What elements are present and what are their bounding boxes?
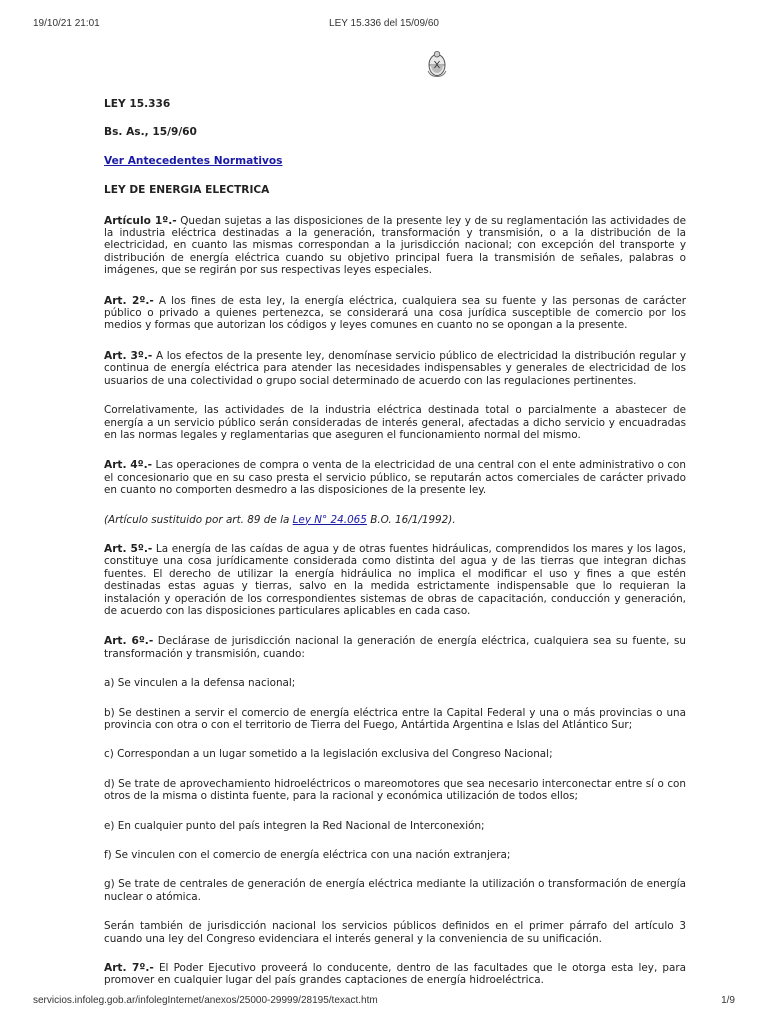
argentina-coat-of-arms-icon [426, 50, 448, 78]
article-3-paragraph-2: Correlativamente, las actividades de la industria eléctrica destinada total o parcialmente a abastecer de energía a un servicio público serán consideradas de interés general, afectadas a dicho servicio y encuadradas en las normas legales y reglamentarias que aseguren el funcionamiento normal del mismo. [104, 404, 686, 441]
law-number: LEY 15.336 [104, 98, 171, 110]
article-6-item-b: b) Se destinen a servir el comercio de energía eléctrica entre la Capital Federal y una o más provincias o una provincia con otra o con el territorio de Tierra del Fuego, Antártida Argentina e Islas del Atlántico Sur; [104, 706, 686, 731]
print-page-number: 1/9 [721, 995, 735, 1006]
print-datetime: 19/10/21 21:01 [33, 18, 100, 29]
article-6-item-a: a) Se vinculen a la defensa nacional; [104, 677, 296, 690]
article-6-item-c: c) Correspondan a un lugar sometido a la legislación exclusiva del Congreso Nacional; [104, 748, 553, 761]
article-1: Artículo 1º.- Quedan sujetas a las disposiciones de la presente ley y de su reglamentación las actividades de la industria eléctrica destinadas a la generación, transformación y transmisión, o a la distribución de la electricidad, en cuanto las mismas correspondan a la jurisdicción nacional; con excepción del transporte y distribución de energía eléctrica cuando su objetivo principal fuera la transmisión de señales, palabras o imágenes, que se regirán por sus respectivas leyes especiales. [104, 214, 686, 277]
article-6-item-e: e) En cualquier punto del país integren la Red Nacional de Interconexión; [104, 819, 485, 832]
law-document [104, 98, 686, 987]
law-place-date: Bs. As., 15/9/60 [104, 126, 197, 139]
article-6: Art. 6º.- Declárase de jurisdicción nacional la generación de energía eléctrica, cualquiera sea su fuente, su transformación y transmisión, cuando: [104, 635, 686, 660]
article-6-item-d: d) Se trate de aprovechamiento hidroeléctricos o mareomotores que sea necesario interconectar entre sí o con otros de la misma o distinta fuente, para la racional y económica utilización de todos ellos; [104, 777, 686, 803]
print-url: servicios.infoleg.gob.ar/infolegInternet/anexos/25000-29999/28195/texact.htm [33, 995, 378, 1006]
print-page-title: LEY 15.336 del 15/09/60 [329, 18, 439, 29]
article-4: Art. 4º.- Las operaciones de compra o venta de la electricidad de una central con el ente administrativo o con el concesionario que en su caso presta el servicio público, se reputarán actos comerciales de carácter privado en cuanto no comporten desmedro a las disposiciones de la presente ley. [104, 459, 686, 497]
article-6-closing: Serán también de jurisdicción nacional los servicios públicos definidos en el primer párrafo del artículo 3 cuando una ley del Congreso evidenciara el interés general y la conveniencia de su unificación. [104, 920, 686, 945]
ley-24065-link[interactable]: Ley N° 24.065 [292, 513, 367, 526]
article-6-item-g: g) Se trate de centrales de generación de energía eléctrica mediante la utilización o transformación de energía nuclear o atómica. [104, 878, 686, 903]
article-4-note: (Artículo sustituido por art. 89 de la Ley N° 24.065 B.O. 16/1/1992). [104, 513, 456, 526]
article-7: Art. 7º.- El Poder Ejecutivo proveerá lo conducente, dentro de las facultades que le otorga esta ley, para promover en cualquier lugar del país grandes captaciones de energía hidroeléctrica. [104, 962, 686, 987]
antecedentes-normativos-link[interactable]: Ver Antecedentes Normativos [104, 154, 283, 167]
article-6-item-f: f) Se vinculen con el comercio de energía eléctrica con una nación extranjera; [104, 849, 511, 862]
law-title: LEY DE ENERGIA ELECTRICA [104, 184, 270, 197]
article-3: Art. 3º.- A los efectos de la presente ley, denomínase servicio público de electricidad la distribución regular y continua de energía eléctrica para atender las necesidades indispensables y generales de electricidad de los usuarios de una colectividad o grupo social determinado de acuerdo con las regulaciones pertinentes. [104, 349, 687, 387]
article-2: Art. 2º.- A los fines de esta ley, la energía eléctrica, cualquiera sea su fuente y las personas de carácter público o privado a quienes pertenezca, se considerará una cosa jurídica susceptible de comercio por los medios y formas que autorizan los códigos y leyes comunes en cuanto no se opongan a la presente. [104, 294, 686, 332]
article-5: Art. 5º.- La energía de las caídas de agua y de otras fuentes hidráulicas, comprendidos los mares y los lagos, constituye una cosa jurídicamente considerada como distinta del agua y de las tierras que integran dichas fuentes. El derecho de utilizar la energía hidráulica no implica el modificar el uso y fines a que estén destinadas estas aguas y tierras, salvo en la medida estrictamente indispensable que lo requieran la instalación y operación de los correspondientes sistemas de obras de capacitación, conducción y generación, de acuerdo con las disposiciones particulares aplicables en cada caso. [104, 542, 686, 617]
